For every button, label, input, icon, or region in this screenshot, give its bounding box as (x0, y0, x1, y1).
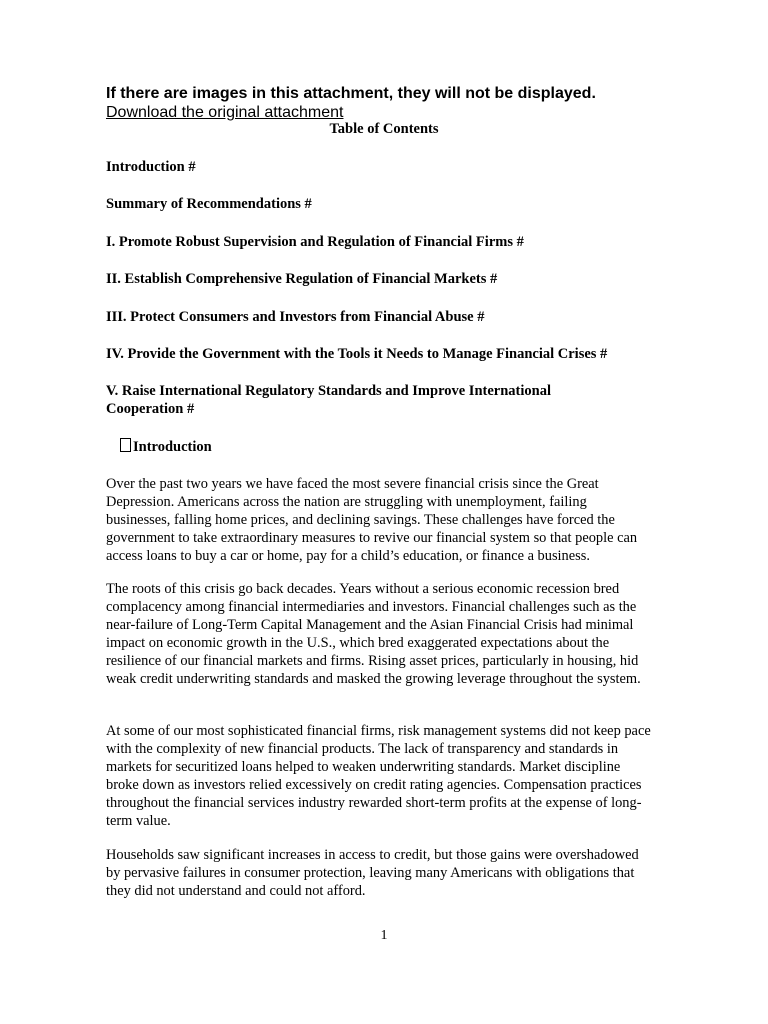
toc-title: Table of Contents (329, 121, 439, 137)
toc-item-section-3[interactable]: III. Protect Consumers and Investors from Financial Abuse # (106, 309, 485, 325)
paragraph: Over the past two years we have faced the most severe financial crisis since the Great Depression. Americans across the nation are struggling with unemployment, failing businesses, falling home prices, and declining savings. These challenges have forced the government to take extraordinary measures to revive our financial system so that people can access loans to buy a car or home, pay for a child’s education, or finance a business. (106, 476, 638, 564)
page-number: 1 (380, 928, 388, 943)
paragraph: The roots of this crisis go back decades. Years without a serious economic recession bred complacency among financial intermediaries and investors. Financial challenges such as the near-failure of Long-Term Capital Management and the Asian Financial Crisis had minimal impact on economic growth in the U.S., which bred exaggerated expectations about the resilience of our financial markets and firms. Rising asset prices, particularly in housing, hid weak credit underwriting standards and masked the growing leverage throughout the system. (106, 581, 641, 687)
missing-glyph-box-icon (120, 438, 131, 452)
toc-item-section-4[interactable]: IV. Provide the Government with the Tools it Needs to Manage Financial Crises # (106, 346, 608, 362)
paragraph: At some of our most sophisticated financial firms, risk management systems did not keep pace with the complexity of new financial products. The lack of transparency and standards in markets for securitized loans helped to weaken underwriting standards. Market discipline broke down as investors relied excessively on credit rating agencies. Compensation practices throughout the financial services industry rewarded short-term profits at the expense of long-term value. (106, 723, 651, 829)
toc-item-introduction[interactable]: Introduction # (106, 159, 196, 175)
toc-item-summary[interactable]: Summary of Recommendations # (106, 196, 312, 212)
notice-message: If there are images in this attachment, they will not be displayed. (106, 85, 596, 102)
toc-item-section-2[interactable]: II. Establish Comprehensive Regulation of Financial Markets # (106, 271, 498, 287)
attachment-notice (106, 84, 666, 122)
toc-item-section-5[interactable]: V. Raise International Regulatory Standards and Improve International Cooperation # (106, 383, 551, 417)
paragraph: Households saw significant increases in access to credit, but those gains were overshadowed by pervasive failures in consumer protection, leaving many Americans with obligations that they did not understand and could not afford. (106, 847, 639, 899)
toc-item-section-1[interactable]: I. Promote Robust Supervision and Regulation of Financial Firms # (106, 234, 524, 250)
download-attachment-link[interactable]: Download the original attachment (106, 104, 344, 121)
section-heading-text: Introduction (133, 439, 212, 455)
section-heading (120, 438, 212, 456)
